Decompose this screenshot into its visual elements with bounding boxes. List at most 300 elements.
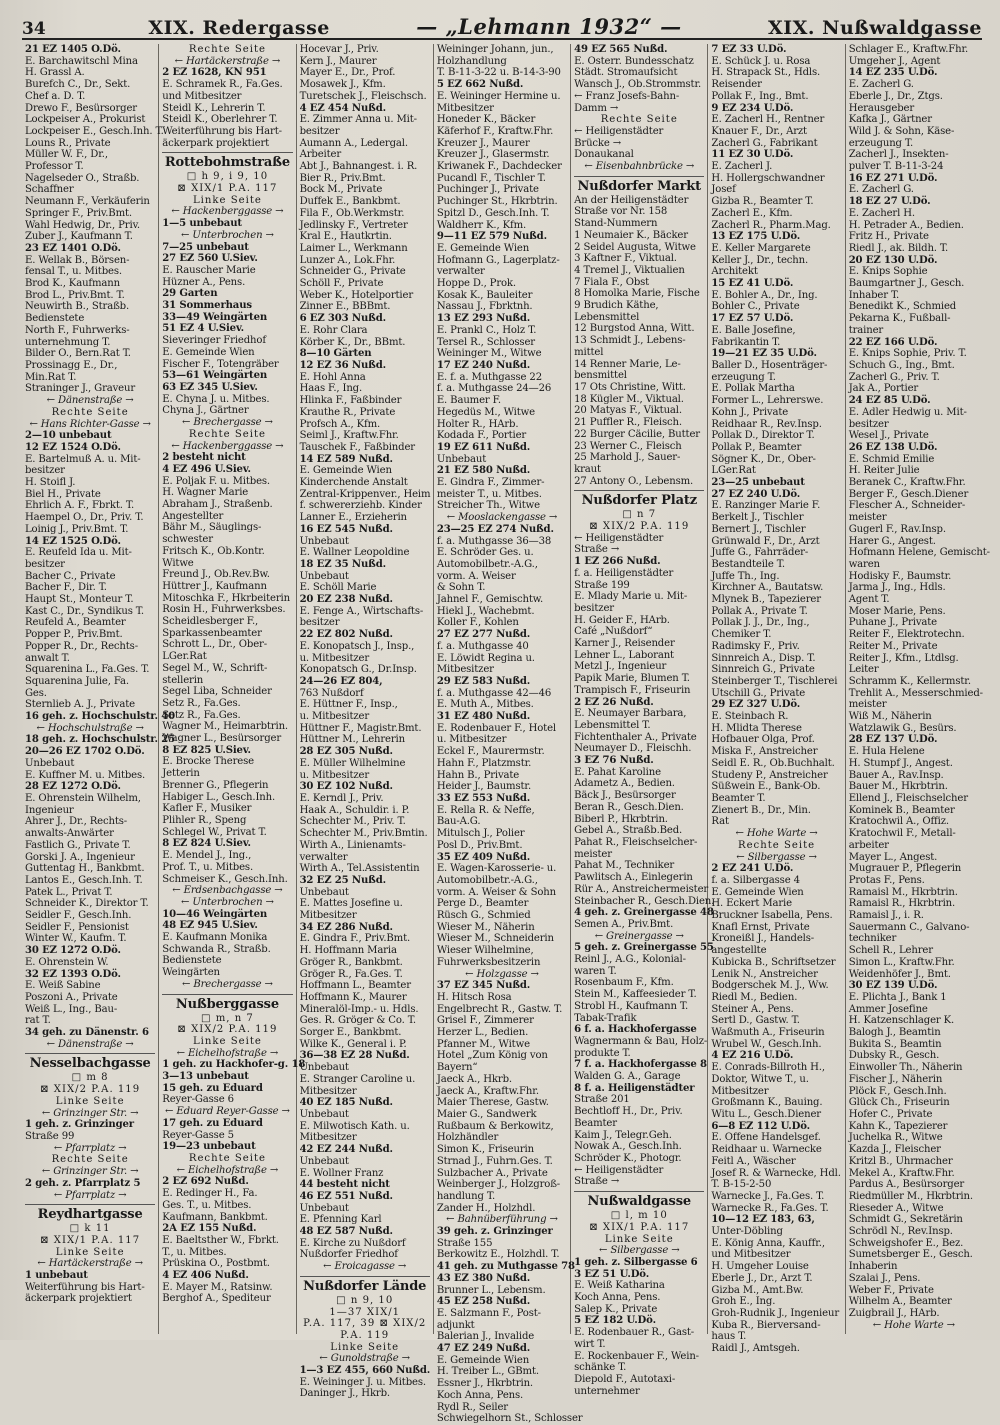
directory-entry: Ellend J., Fleischselcher [848, 793, 968, 804]
directory-entry: H. Petrader A., Bedien. [848, 219, 964, 231]
directory-entry: Bau-A.G. [436, 816, 481, 828]
directory-entry: Jarma J., Ing., Hdls. [848, 582, 946, 594]
directory-entry: Bauer A., Rav.Insp. [848, 769, 944, 781]
directory-entry: Kominek B., Beamter [848, 804, 955, 816]
directory-entry: Lebensmittel [574, 311, 640, 323]
directory-entry: Beamter T. [711, 793, 766, 804]
house-number-entry: 13 EZ 175 U.Dö. [711, 231, 801, 243]
directory-entry: Schlegel W., Privat T. [162, 826, 267, 838]
house-number-entry: 16 geh. z. Hochschulstr. 40 [25, 711, 176, 723]
directory-entry: Miska F., Anstreicher [711, 746, 818, 758]
house-number-entry: 10—12 EZ 183, 63, [711, 1214, 815, 1226]
section-label: Rechte Seite [737, 839, 816, 851]
directory-entry: Kirchner A., Bautatsw. [711, 582, 824, 594]
directory-entry: Moser Marie, Pens. [848, 605, 946, 617]
directory-entry: Kroneißl J., Handels- [711, 933, 815, 945]
directory-entry: Sieveringer Friedhof [162, 335, 266, 347]
directory-entry: Ingenieur [25, 804, 74, 816]
house-number-entry: 37 EZ 345 Nußd. [436, 980, 531, 992]
directory-entry: Tersel R., Schlosser [436, 336, 535, 348]
directory-entry: Pollak D., Direktor T. [711, 430, 815, 442]
directory-entry: Straße vor Nr. 158 [574, 206, 668, 218]
directory-entry: E. Conrads-Billroth H., [711, 1062, 825, 1074]
directory-entry: Hahn F., Platzmstr. [436, 757, 532, 769]
cross-street-marker: ← Grinzinger Str. → [41, 1166, 139, 1178]
house-number-entry: 51 EZ 4 U.Siev. [162, 323, 245, 335]
directory-entry: Turetschek J., Fleischsch. [299, 90, 427, 102]
cross-street-marker: ← Hochschulstraße → [36, 722, 144, 734]
directory-entry: Reinl J., A.G., Kolonial- [574, 954, 686, 966]
directory-entry: 12 Burgstod Anna, Witt. [574, 323, 695, 335]
house-number-entry: 47 EZ 249 Nußd. [436, 1343, 531, 1355]
house-number-entry: 2 geh. z. Pfarrplatz 5 [25, 1177, 141, 1189]
directory-entry: 17 Ots Christine, Witt. [574, 381, 686, 393]
house-number-entry: 46 EZ 551 Nußd. [299, 1190, 393, 1202]
directory-entry: E. Pahat Karoline [574, 766, 661, 778]
directory-entry: Strobl H., Kaufmann T. [574, 1000, 689, 1012]
column-7 [846, 44, 990, 1334]
directory-entry: Segel M., W., Schrift- [162, 662, 268, 674]
directory-entry: Fischer J., Näherin [848, 1073, 943, 1085]
directory-entry: Kodada F., Portier [436, 430, 527, 442]
directory-entry: Laimer L., Werkmann [299, 242, 408, 254]
directory-entry: Bauer M., Hkrbtrin. [848, 781, 948, 793]
directory-entry: f. a. Heiligenstädter [574, 567, 674, 579]
directory-entry: Mugrauer P., Pflegerin [848, 863, 962, 875]
directory-entry: unternehmer [574, 1385, 640, 1397]
directory-entry: E. Kerndl J., Priv. [299, 793, 384, 804]
directory-entry: Puchinger St., Hkrbtrin. [436, 196, 558, 208]
directory-entry: Schwiegelhorn St., Schlosser [436, 1413, 583, 1425]
directory-entry: u. Mitbesitzer [299, 769, 370, 781]
directory-entry: Pollak J. J., Dr., Ing., [711, 617, 810, 629]
directory-entry: E. Rodenbauer F., Hotel [436, 722, 556, 734]
directory-entry: North F., Fuhrwerks- [25, 324, 130, 336]
directory-entry: Rosenbaum F., Kfm. [574, 977, 674, 989]
directory-entry: 21 Puffler R., Fleisch. [574, 417, 682, 429]
directory-entry: Holzhändler [436, 1132, 499, 1144]
house-number-entry: 1 geh. z. Silbergasse 6 [574, 1256, 698, 1268]
directory-entry: Schechter M., Priv.Bmtin. [299, 828, 428, 840]
column-4 [434, 44, 583, 1425]
directory-entry: Freund J., Ob.Rev.Bw. [162, 569, 270, 581]
directory-entry: Hüttner F., Magistr.Bmt. [299, 722, 422, 734]
directory-entry: Zander H., Holzhdl. [436, 1202, 536, 1214]
directory-entry: Mayer E., Dr., Prof. [299, 67, 396, 79]
directory-entry: Schneider G., Private [299, 266, 406, 278]
directory-entry: Straße 199 [574, 579, 630, 591]
section-label: Linke Seite [604, 1233, 674, 1245]
section-label: □ l, m 10 [610, 1210, 668, 1222]
cross-street-marker: ← Erdsenbachgasse → [172, 885, 283, 897]
directory-entry: H. Grassl A. [25, 67, 85, 79]
cross-street-marker: ← Eisenbahnbrücke → [584, 161, 695, 173]
directory-entry: H. Stumpf J., Angest. [848, 757, 953, 769]
directory-entry: Bruckner Isabella, Pens. [711, 910, 833, 922]
house-number-entry: 1—5 unbebaut [162, 218, 242, 230]
directory-entry: Wagnermann & Bau, Holz- [574, 1035, 708, 1047]
directory-entry: Bilder O., Bern.Rat T. [25, 348, 131, 360]
directory-entry: Damm → [574, 102, 619, 114]
directory-entry: Bayern“ [436, 1062, 478, 1074]
house-number-entry: 7—25 unbebaut [162, 241, 249, 253]
house-number-entry: 16 EZ 271 U.Dö. [848, 172, 938, 184]
directory-entry: Gizba R., Beamter T. [711, 196, 814, 208]
directory-entry: meister T., u. Mitbes. [436, 488, 542, 500]
house-number-entry: 17 EZ 240 Nußd. [436, 359, 531, 371]
directory-entry: E. Weiß Sabine [25, 980, 101, 992]
street-heading: Nesselbachgasse [25, 1053, 155, 1072]
cross-street-marker: ← Hartäckerstraße → [174, 55, 281, 67]
directory-entry: Schröder K., Photogr. [574, 1152, 682, 1164]
directory-entry: E. Gemeinde Wien [711, 886, 804, 898]
directory-entry: Bier R., Priv.Bmt. [299, 172, 386, 184]
house-number-entry: 1 geh. zu Hackhofer-g. 18 [162, 1059, 306, 1071]
directory-entry: Prossinagg E., Dr., [25, 359, 118, 371]
directory-entry: Baller D., Hosenträger- [711, 359, 828, 371]
directory-entry: Bacher F., Dir. T. [25, 582, 107, 594]
directory-entry: 27 Antony O., Lebensm. [574, 475, 694, 487]
directory-entry: und Mitbesitzer [162, 90, 242, 102]
directory-entry: Hüttner M., Lehrerin [299, 734, 405, 746]
house-number-entry: 31 EZ 480 Nußd. [436, 711, 531, 723]
directory-entry: Sauermann C., Galvano- [848, 921, 970, 933]
directory-entry: Nassau J., Fbrktnh. [436, 301, 533, 313]
cross-street-marker: ← Dänenstraße → [46, 1038, 134, 1050]
directory-entry: H. Hitsch Rosa [436, 991, 512, 1003]
directory-entry: arbeiter [848, 839, 889, 851]
directory-entry: Kafler F., Musiker [162, 803, 252, 815]
cross-street-marker: ← Hackenberggasse → [171, 440, 284, 452]
directory-entry: Juffe G., Fahrräder- [711, 547, 809, 559]
directory-entry: Simon L., Kraftw.Fhr. [848, 956, 955, 968]
directory-entry: Donaukanal [574, 149, 634, 161]
directory-entry: Automobilbetr.-A.G., [436, 558, 538, 570]
section-label: ⊠ XIX/2 P.A. 119 [177, 1024, 278, 1036]
directory-entry: Fastlich G., Private T. [25, 839, 131, 851]
directory-entry: Reiter M., Private [848, 640, 938, 652]
directory-entry: E. Gemeinde Wien [162, 346, 255, 358]
directory-entry: Holter R., HArb. [436, 418, 519, 430]
directory-entry: besitzer [574, 602, 614, 614]
directory-entry: Hüzner A., Pens. [162, 276, 246, 288]
house-number-entry: 2 EZ 692 Nußd. [162, 1176, 249, 1188]
directory-entry: Konopatsch G., Dr.Insp. [299, 664, 417, 676]
house-number-entry: 43 EZ 380 Nußd. [436, 1272, 531, 1284]
directory-entry: Gorski J. A., Ingenieur [25, 851, 135, 863]
directory-entry: Hoppe D., Prok. [436, 278, 516, 290]
directory-entry: E. Wallner Leopoldine [299, 547, 410, 559]
directory-entry: E. Wagen-Karosserie- u. [436, 863, 557, 875]
directory-entry: Automobilbetr.-A.G., [436, 874, 538, 886]
house-number-entry: 31 Sommerhaus [162, 300, 252, 312]
house-number-entry: 8 EZ 824 U.Siev. [162, 838, 251, 850]
house-number-entry: 53—61 Weingärten [162, 370, 268, 382]
directory-entry: T., u. Mitbes. [162, 1246, 227, 1258]
directory-entry: E. Milwotisch Kath. u. [299, 1120, 410, 1132]
directory-entry: E. Reufeld Ida u. Mit- [25, 547, 132, 559]
directory-entry: T. B-15-2-50 [711, 1179, 772, 1191]
directory-entry: f. a. Muthgasse 36—38 [436, 535, 552, 547]
house-number-entry: 6—8 EZ 112 U.Dö. [711, 1120, 811, 1132]
directory-entry: Kratochwil F., Metall- [848, 828, 956, 840]
directory-entry: Studeny P., Anstreicher [711, 769, 828, 781]
directory-entry: E. König Anna, Kauffr., [711, 1237, 825, 1249]
directory-entry: E. Barchawitschl Mina [25, 55, 138, 67]
directory-entry: Daninger J., Hkrb. [299, 1388, 390, 1400]
directory-entry: Berkelt J., Tischler [711, 512, 804, 524]
directory-entry: 3 Kaftner F., Viktual. [574, 253, 677, 265]
directory-entry: Wiß M., Näherin [848, 711, 932, 723]
directory-entry: Aumann A., Ledergal. [299, 137, 408, 149]
directory-entry: Eberle J., Dr., Ztgs. [848, 90, 943, 102]
directory-entry: Unbebaut [299, 1062, 349, 1074]
house-number-entry: 1 EZ 266 Nußd. [574, 556, 661, 568]
directory-entry: H. Eckert Marie [711, 898, 792, 910]
directory-entry: Profsch A., Kfm. [299, 418, 381, 430]
directory-entry: 9 Brudich Käthe, [574, 300, 659, 312]
house-number-entry: 13 EZ 293 Nußd. [436, 313, 531, 325]
directory-entry: Ramaisl J., i. R. [848, 910, 924, 922]
directory-entry: Gröger R., Fa.Ges. T. [299, 968, 403, 980]
directory-entry: Plihler R., Speng [162, 815, 247, 826]
directory-entry: Schrödl N., Rev.Insp. [848, 1226, 953, 1238]
directory-entry: Mosawek J., Kfm. [299, 79, 386, 91]
house-number-entry: 22 EZ 166 U.Dö. [848, 336, 938, 348]
directory-entry: Engelbrecht R., Gastw. T. [436, 1003, 563, 1015]
directory-entry: E. Knips Sophie [848, 266, 928, 278]
section-label: 1—37 XIX/1 [329, 1306, 401, 1318]
directory-entry: E. Kuffner M. u. Mitbes. [25, 769, 146, 781]
section-label: Rechte Seite [600, 114, 678, 126]
directory-entry: Mitbesitzer [299, 1085, 357, 1097]
cross-street-marker: ← Pfarrplatz → [53, 1189, 127, 1201]
directory-entry: Hotel „Zum König von [436, 1050, 548, 1062]
directory-entry: Prüskina O., Postbmt. [162, 1258, 270, 1270]
directory-entry: Koch Anna, Pens. [436, 1389, 524, 1401]
directory-entry: stellerin [162, 674, 204, 686]
directory-entry: Jaeck A., Kraftw.Fhr. [436, 1085, 539, 1097]
house-number-entry: 21 EZ 1405 O.Dö. [25, 44, 121, 55]
directory-entry: Abraham J., Straßenb. [162, 499, 273, 511]
directory-entry: Jetterin [162, 768, 200, 780]
directory-entry: Unbebaut [299, 886, 349, 898]
cross-street-marker: ← Eduard Reyer-Gasse → [165, 1106, 290, 1118]
directory-entry: Pahat M., Techniker [574, 860, 675, 872]
directory-entry: Zacherl J., Insekten- [848, 149, 949, 161]
house-number-entry: 17 EZ 57 U.Dö. [711, 313, 794, 325]
directory-entry: Bodgerschek M. J., Ww. [711, 980, 829, 992]
directory-entry: Grünwald F., Dr., Arzt [711, 535, 820, 547]
house-number-entry: 21 EZ 580 Nußd. [436, 465, 531, 477]
directory-entry: Trehlit A., Messerschmied- [848, 687, 983, 699]
directory-entry: Herausgeber [848, 102, 915, 114]
directory-entry: produkte T. [574, 1047, 631, 1059]
directory-entry: Doktor, Witwe T., u. [711, 1073, 809, 1085]
section-label: Linke Seite [192, 1035, 262, 1047]
directory-entry: Pollak A., Private T. [711, 605, 808, 617]
directory-entry: Weber F., Private [848, 1284, 934, 1296]
house-number-entry: 18 geh. z. Hochschulstr. 25 [25, 734, 176, 746]
directory-entry: Zuber J., Kaufmann T. [25, 231, 133, 243]
house-number-entry: 4 EZ 216 U.Dö. [711, 1050, 794, 1062]
directory-entry: Koller F., Kohlen [436, 617, 519, 629]
directory-entry: E. Poljak F. u. Mitbes. [162, 475, 270, 487]
directory-entry: Schmidt G., Sekretärin [848, 1214, 963, 1226]
cross-street-marker: ← Brechergasse → [181, 978, 273, 990]
directory-entry: Beran R., Gesch.Dien. [574, 801, 684, 813]
directory-entry: wirt T. [574, 1338, 606, 1350]
directory-entry: Chef a. D. T. [25, 90, 86, 102]
directory-entry: Wieser M., Schneiderin [436, 933, 554, 945]
directory-entry: Simon K., Friseurin [436, 1144, 534, 1156]
directory-entry: Fritsch K., Ob.Kontr. [162, 545, 265, 557]
directory-entry: Salep K., Private [574, 1303, 658, 1315]
directory-entry: Hofer C., Private [848, 1108, 933, 1120]
directory-entry: E. Mendel J., Ing., [162, 850, 252, 862]
house-number-entry: 29 EZ 583 Nußd. [436, 675, 531, 687]
house-number-entry: 6 EZ 303 Nußd. [299, 313, 386, 325]
directory-entry: Feitl A., Wäscher [711, 1155, 796, 1167]
directory-entry: Bedienstete [25, 313, 85, 325]
directory-entry: Bukita S., Beamtin [848, 1038, 942, 1050]
directory-entry: Juchelka R., Witwe [848, 1132, 943, 1144]
section-label: Rechte Seite [188, 44, 266, 55]
directory-entry: Unbebaut [299, 570, 349, 582]
directory-entry: Zacherl R., Pharm.Mag. [711, 219, 831, 231]
cross-street-marker: ← Mooslackengasse → [446, 512, 558, 524]
directory-entry: Wansch J., Ob.Strommstr. [574, 79, 702, 91]
house-number-entry: 7 f. a. Hackhofergasse 8 [574, 1059, 707, 1071]
house-number-entry: 4 geh. z. Greinergasse 48 [574, 907, 714, 919]
street-heading: Nußdorfer Platz [574, 490, 704, 509]
directory-entry: Ammer Josefine [848, 1003, 928, 1015]
directory-entry: Trampisch F., Friseurin [574, 684, 691, 696]
directory-entry: meister [848, 699, 887, 711]
directory-entry: Haak A., Schuldir. i. P. [299, 804, 410, 816]
directory-entry: Großmann K., Bauing. [711, 1097, 823, 1109]
street-heading: Nußberggasse [162, 994, 292, 1013]
directory-entry: u. Mitbesitzer [299, 652, 370, 664]
directory-entry: Stein M., Kaffeesieder T. [574, 989, 697, 1001]
directory-entry: Kaim J., Telegr.Geh. [574, 1129, 672, 1141]
directory-entry: Beamter [574, 1117, 617, 1129]
directory-entry: Haempel O., Dr., Priv. T. [25, 512, 144, 524]
directory-entry: Mineralöl-Imp.- u. Hdls. [299, 1003, 419, 1015]
directory-entry: E. Gemeinde Wien [299, 465, 392, 477]
directory-entry: E. Salzmann F., Post- [436, 1307, 541, 1319]
directory-entry: Waßmuth A., Friseurin [711, 1027, 825, 1039]
directory-entry: f. a. Silbergasse 4 [711, 874, 800, 886]
directory-entry: E. Rodenbauer R., Gast- [574, 1327, 695, 1339]
directory-entry: Waldherr K., Kfm. [436, 219, 527, 231]
cross-street-marker: ← Hackenberggasse → [171, 206, 284, 218]
house-number-entry: 42 EZ 244 Nußd. [299, 1144, 393, 1156]
directory-entry: ← Heiligenstädter [574, 532, 664, 544]
directory-entry: Spitzl D., Gesch.Inh. T. [436, 207, 550, 219]
directory-entry: Eberle J., Dr., Arzt T. [711, 1272, 813, 1284]
directory-entry: Burefch C., Dr., Sekt. [25, 79, 131, 91]
house-number-entry: 17 geh. zu Eduard [162, 1117, 263, 1129]
directory-entry: Reyer-Gasse 5 [162, 1129, 234, 1141]
house-number-entry: 2—10 unbebaut [25, 430, 112, 442]
directory-entry: Städt. Stromaufsicht [574, 67, 678, 79]
directory-entry: E. Ohrenstein Wilhelm, [25, 793, 141, 804]
house-number-entry: 8 EZ 825 U.Siev. [162, 744, 251, 756]
directory-entry: Bacher C., Private [25, 570, 116, 582]
directory-entry: äckerpark projektiert [162, 137, 270, 149]
directory-entry: Mayer L., Angest. [848, 851, 938, 863]
directory-entry: Patek L., Privat T. [25, 886, 113, 898]
directory-entry: Kubicka B., Schriftsetzer [711, 956, 836, 968]
directory-entry: E. Zacherl H. [848, 207, 915, 219]
directory-entry: Haupt St., Monteur T. [25, 594, 134, 606]
house-number-entry: 11 EZ 30 U.Dö. [711, 149, 794, 161]
cross-street-marker: ← Unterbrochen → [181, 896, 274, 908]
directory-entry: 7 Fiala F., Obst [574, 276, 650, 288]
directory-entry: Habiger L., Gesch.Inh. [162, 791, 276, 803]
directory-entry: Sinnreich A., Disp. T. [711, 652, 816, 664]
house-number-entry: 4 EZ 496 U.Siev. [162, 463, 251, 475]
directory-entry: Popper P., Priv.Bmt. [25, 629, 123, 641]
directory-entry: Chyna J., Gärtner [162, 405, 249, 417]
directory-entry: Reidhaar R., Rev.Insp. [711, 418, 822, 430]
column-6 [708, 44, 845, 1355]
directory-entry: E. Knips Sophie, Priv. T. [848, 348, 967, 360]
directory-entry: Warnecke R., Fa.Ges. T. [711, 1202, 829, 1214]
directory-entry: ← Heiligenstädter [574, 1164, 664, 1176]
directory-entry: Mitbesitzer [299, 1132, 357, 1144]
directory-entry: schänke T. [574, 1362, 627, 1374]
directory-entry: Straße → [574, 544, 620, 556]
directory-entry: Reidhaar u. Warnecke [711, 1144, 822, 1156]
directory-entry: Berger F., Gesch.Diener [848, 488, 969, 500]
directory-entry: Mitbesitzer [436, 664, 494, 676]
directory-entry: & Sohn T. [436, 582, 486, 594]
house-number-entry: 44 besteht nicht [299, 1179, 390, 1191]
directory-entry: E. Konopatsch J., Insp., [299, 640, 415, 652]
district-right-heading: XIX. Nußwaldgasse [768, 17, 982, 39]
directory-entry: Krauthe R., Private [299, 406, 396, 418]
directory-entry: Ramaisl R., Hkrbtrin. [848, 898, 956, 910]
column-5 [571, 44, 715, 1397]
directory-entry: angestellte [711, 945, 767, 957]
directory-entry: Former L., Lehrerswe. [711, 395, 824, 407]
house-number-entry: 30 EZ 139 U.Dö. [848, 980, 938, 992]
directory-entry: Bedienstete [162, 955, 222, 967]
directory-entry: Zuigbrail J., HArb. [848, 1307, 940, 1319]
directory-entry: Balogh J., Beamtin [848, 1027, 941, 1039]
directory-entry: Radimsky F., Priv. [711, 640, 800, 652]
directory-entry: Einwoller Th., Näherin [848, 1062, 963, 1074]
directory-entry: ← Heiligenstädter [574, 125, 664, 137]
directory-entry: Abt J., Bahnangest. i. R. [299, 161, 418, 173]
directory-entry: Agent T. [848, 594, 890, 606]
directory-entry: Wieser Wilhelmine, [436, 945, 534, 957]
directory-entry: unternehmung T. [25, 336, 111, 348]
directory-entry: Metzl J., Ingenieur [574, 661, 667, 673]
directory-entry: Schlager E., Kraftw.Fhr. [848, 44, 969, 55]
house-number-entry: 19—21 EZ 35 U.Dö. [711, 348, 817, 360]
directory-entry: Zentral-Krippenver., Heim [299, 488, 431, 500]
directory-entry: Leiter [848, 664, 879, 676]
directory-entry: 2 Seidel Augusta, Witwe [574, 241, 696, 253]
directory-entry: rat T. [25, 1015, 51, 1027]
directory-entry: Utschill G., Private [711, 687, 806, 699]
house-number-entry: 4 EZ 454 Nußd. [299, 102, 386, 114]
directory-entry: Schramm K., Kellermstr. [848, 675, 971, 687]
directory-entry: Riedl J., ak. Bildh. T. [848, 242, 949, 254]
